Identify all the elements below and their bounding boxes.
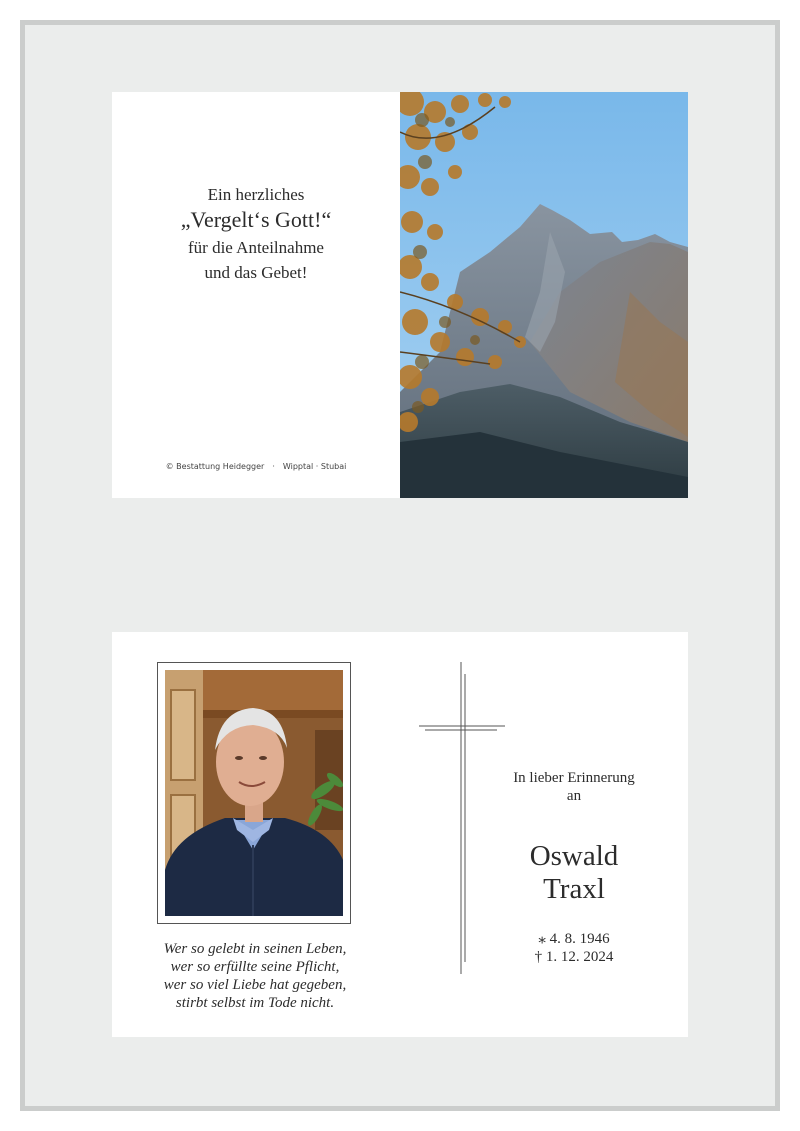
verse-line: wer so viel Liebe hat gegeben, <box>163 977 347 993</box>
life-dates <box>484 930 664 966</box>
thanks-line-2: „Vergelt‘s Gott!“ <box>180 207 332 232</box>
verse-line: Wer so gelebt in seinen Leben, <box>163 941 347 957</box>
credit-name: © Bestattung Heidegger <box>165 462 265 471</box>
credit-separator: · <box>272 462 275 471</box>
thanks-line-1: Ein herzliches <box>207 185 305 204</box>
thanks-line-3: für die Anteilnahme <box>188 238 324 257</box>
in-memory-line-1: In lieber Erinnerung <box>513 770 635 786</box>
portrait-photo <box>165 670 343 916</box>
verse-line: wer so erfüllte seine Pflicht, <box>170 959 340 975</box>
in-memory-line-2: an <box>566 788 582 804</box>
verse-line: stirbt selbst im Tode nicht. <box>175 995 335 1011</box>
thanks-line-4: und das Gebet! <box>204 263 308 282</box>
birth-date: ⁎ 4. 8. 1946 <box>538 931 610 947</box>
first-name: Oswald <box>529 840 619 872</box>
mountain-photo <box>400 92 688 498</box>
portrait-frame <box>157 662 351 924</box>
last-name: Traxl <box>543 873 605 905</box>
death-date: † 1. 12. 2024 <box>534 949 614 965</box>
memorial-verse <box>112 940 398 1012</box>
memorial-card <box>112 632 688 1037</box>
memorial-text <box>484 769 664 966</box>
funeral-home-credit <box>112 462 400 471</box>
thank-you-text <box>112 184 400 285</box>
deceased-name <box>484 840 664 906</box>
thank-you-card <box>112 92 688 498</box>
credit-region: Wipptal · Stubai <box>282 462 347 471</box>
